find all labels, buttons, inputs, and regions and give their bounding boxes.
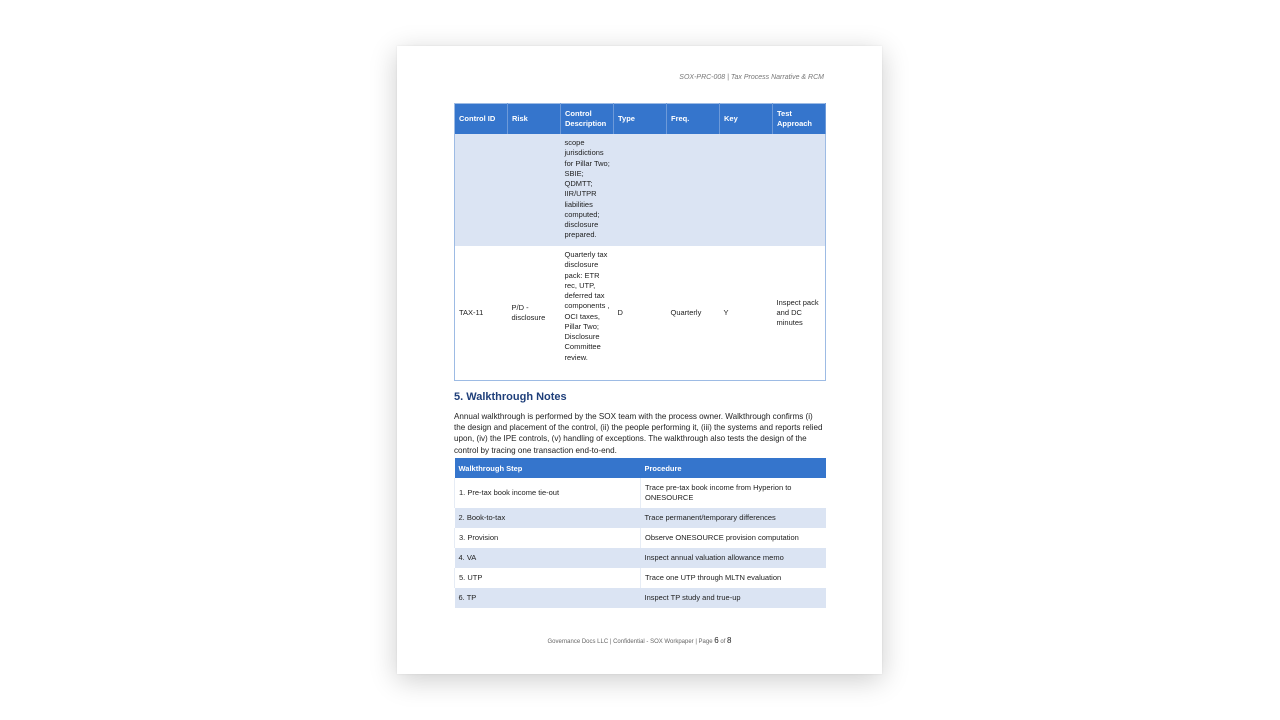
col-header-test-approach: Test Approach [773, 104, 826, 135]
footer-page-number: 6 [714, 636, 719, 645]
rcm-header-row [455, 104, 826, 135]
cell-test-approach [773, 134, 826, 246]
cell-procedure: Inspect TP study and true-up [641, 588, 826, 608]
cell-freq [667, 134, 720, 246]
table-row [455, 588, 826, 608]
col-header-risk: Risk [508, 104, 561, 135]
col-header-walkthrough-step: Walkthrough Step [455, 458, 641, 478]
col-header-type: Type [614, 104, 667, 135]
table-row [455, 528, 826, 548]
cell-key [720, 134, 773, 246]
col-header-key: Key [720, 104, 773, 135]
page-footer [397, 636, 882, 645]
document-page [397, 46, 882, 674]
col-header-control-id: Control ID [455, 104, 508, 135]
table-row [455, 246, 826, 381]
cell-test-approach: Inspect pack and DC minutes [773, 246, 826, 381]
col-header-control-description: Control Description [561, 104, 614, 135]
cell-procedure: Trace pre-tax book income from Hyperion to ONESOURCE [641, 478, 826, 508]
footer-text: Governance Docs LLC | Confidential - SOX Workpaper | Page [547, 639, 715, 645]
page-header: SOX-PRC-008 | Tax Process Narrative & RCM [679, 74, 824, 81]
walkthrough-header-row [455, 458, 826, 478]
table-row [455, 508, 826, 528]
section-paragraph: Annual walkthrough is performed by the SOX team with the process owner. Walkthrough confirms (i) the design and placement of the control, (ii) the people performing it, (iii) the systems and reports relied upon, (iv) the IPE controls, (v) handling of exceptions. The walkthrough also tests the design of the control by tracing one transaction end-to-end. [454, 412, 823, 455]
cell-description: scope jurisdictions for Pillar Two; SBIE; QDMTT; IIR/UTPR liabilities computed; disclosure prepared. [561, 134, 614, 246]
section-title: 5. Walkthrough Notes [454, 391, 567, 403]
cell-risk [508, 134, 561, 246]
rcm-table [454, 103, 826, 381]
cell-type [614, 134, 667, 246]
cell-control-id [455, 134, 508, 246]
cell-procedure: Observe ONESOURCE provision computation [641, 528, 826, 548]
cell-freq: Quarterly [667, 246, 720, 381]
cell-control-id: TAX-11 [455, 246, 508, 381]
table-row [455, 568, 826, 588]
cell-step: 6. TP [455, 588, 641, 608]
cell-key: Y [720, 246, 773, 381]
walkthrough-table [454, 458, 826, 608]
cell-procedure: Trace permanent/temporary differences [641, 508, 826, 528]
cell-step: 4. VA [455, 548, 641, 568]
cell-step: 5. UTP [455, 568, 641, 588]
cell-procedure: Inspect annual valuation allowance memo [641, 548, 826, 568]
cell-step: 1. Pre-tax book income tie-out [455, 478, 641, 508]
table-row [455, 134, 826, 246]
cell-procedure: Trace one UTP through MLTN evaluation [641, 568, 826, 588]
footer-page-total: 8 [727, 636, 732, 645]
footer-of: of [718, 639, 728, 645]
cell-description: Quarterly tax disclosure pack: ETR rec, UTP, deferred tax components , OCI taxes, Pillar Two; Disclosure Committee review. [561, 246, 614, 381]
cell-step: 3. Provision [455, 528, 641, 548]
cell-risk: P/D - disclosure [508, 246, 561, 381]
table-row [455, 478, 826, 508]
table-row [455, 548, 826, 568]
col-header-freq: Freq. [667, 104, 720, 135]
cell-type: D [614, 246, 667, 381]
col-header-procedure: Procedure [641, 458, 826, 478]
cell-step: 2. Book-to-tax [455, 508, 641, 528]
